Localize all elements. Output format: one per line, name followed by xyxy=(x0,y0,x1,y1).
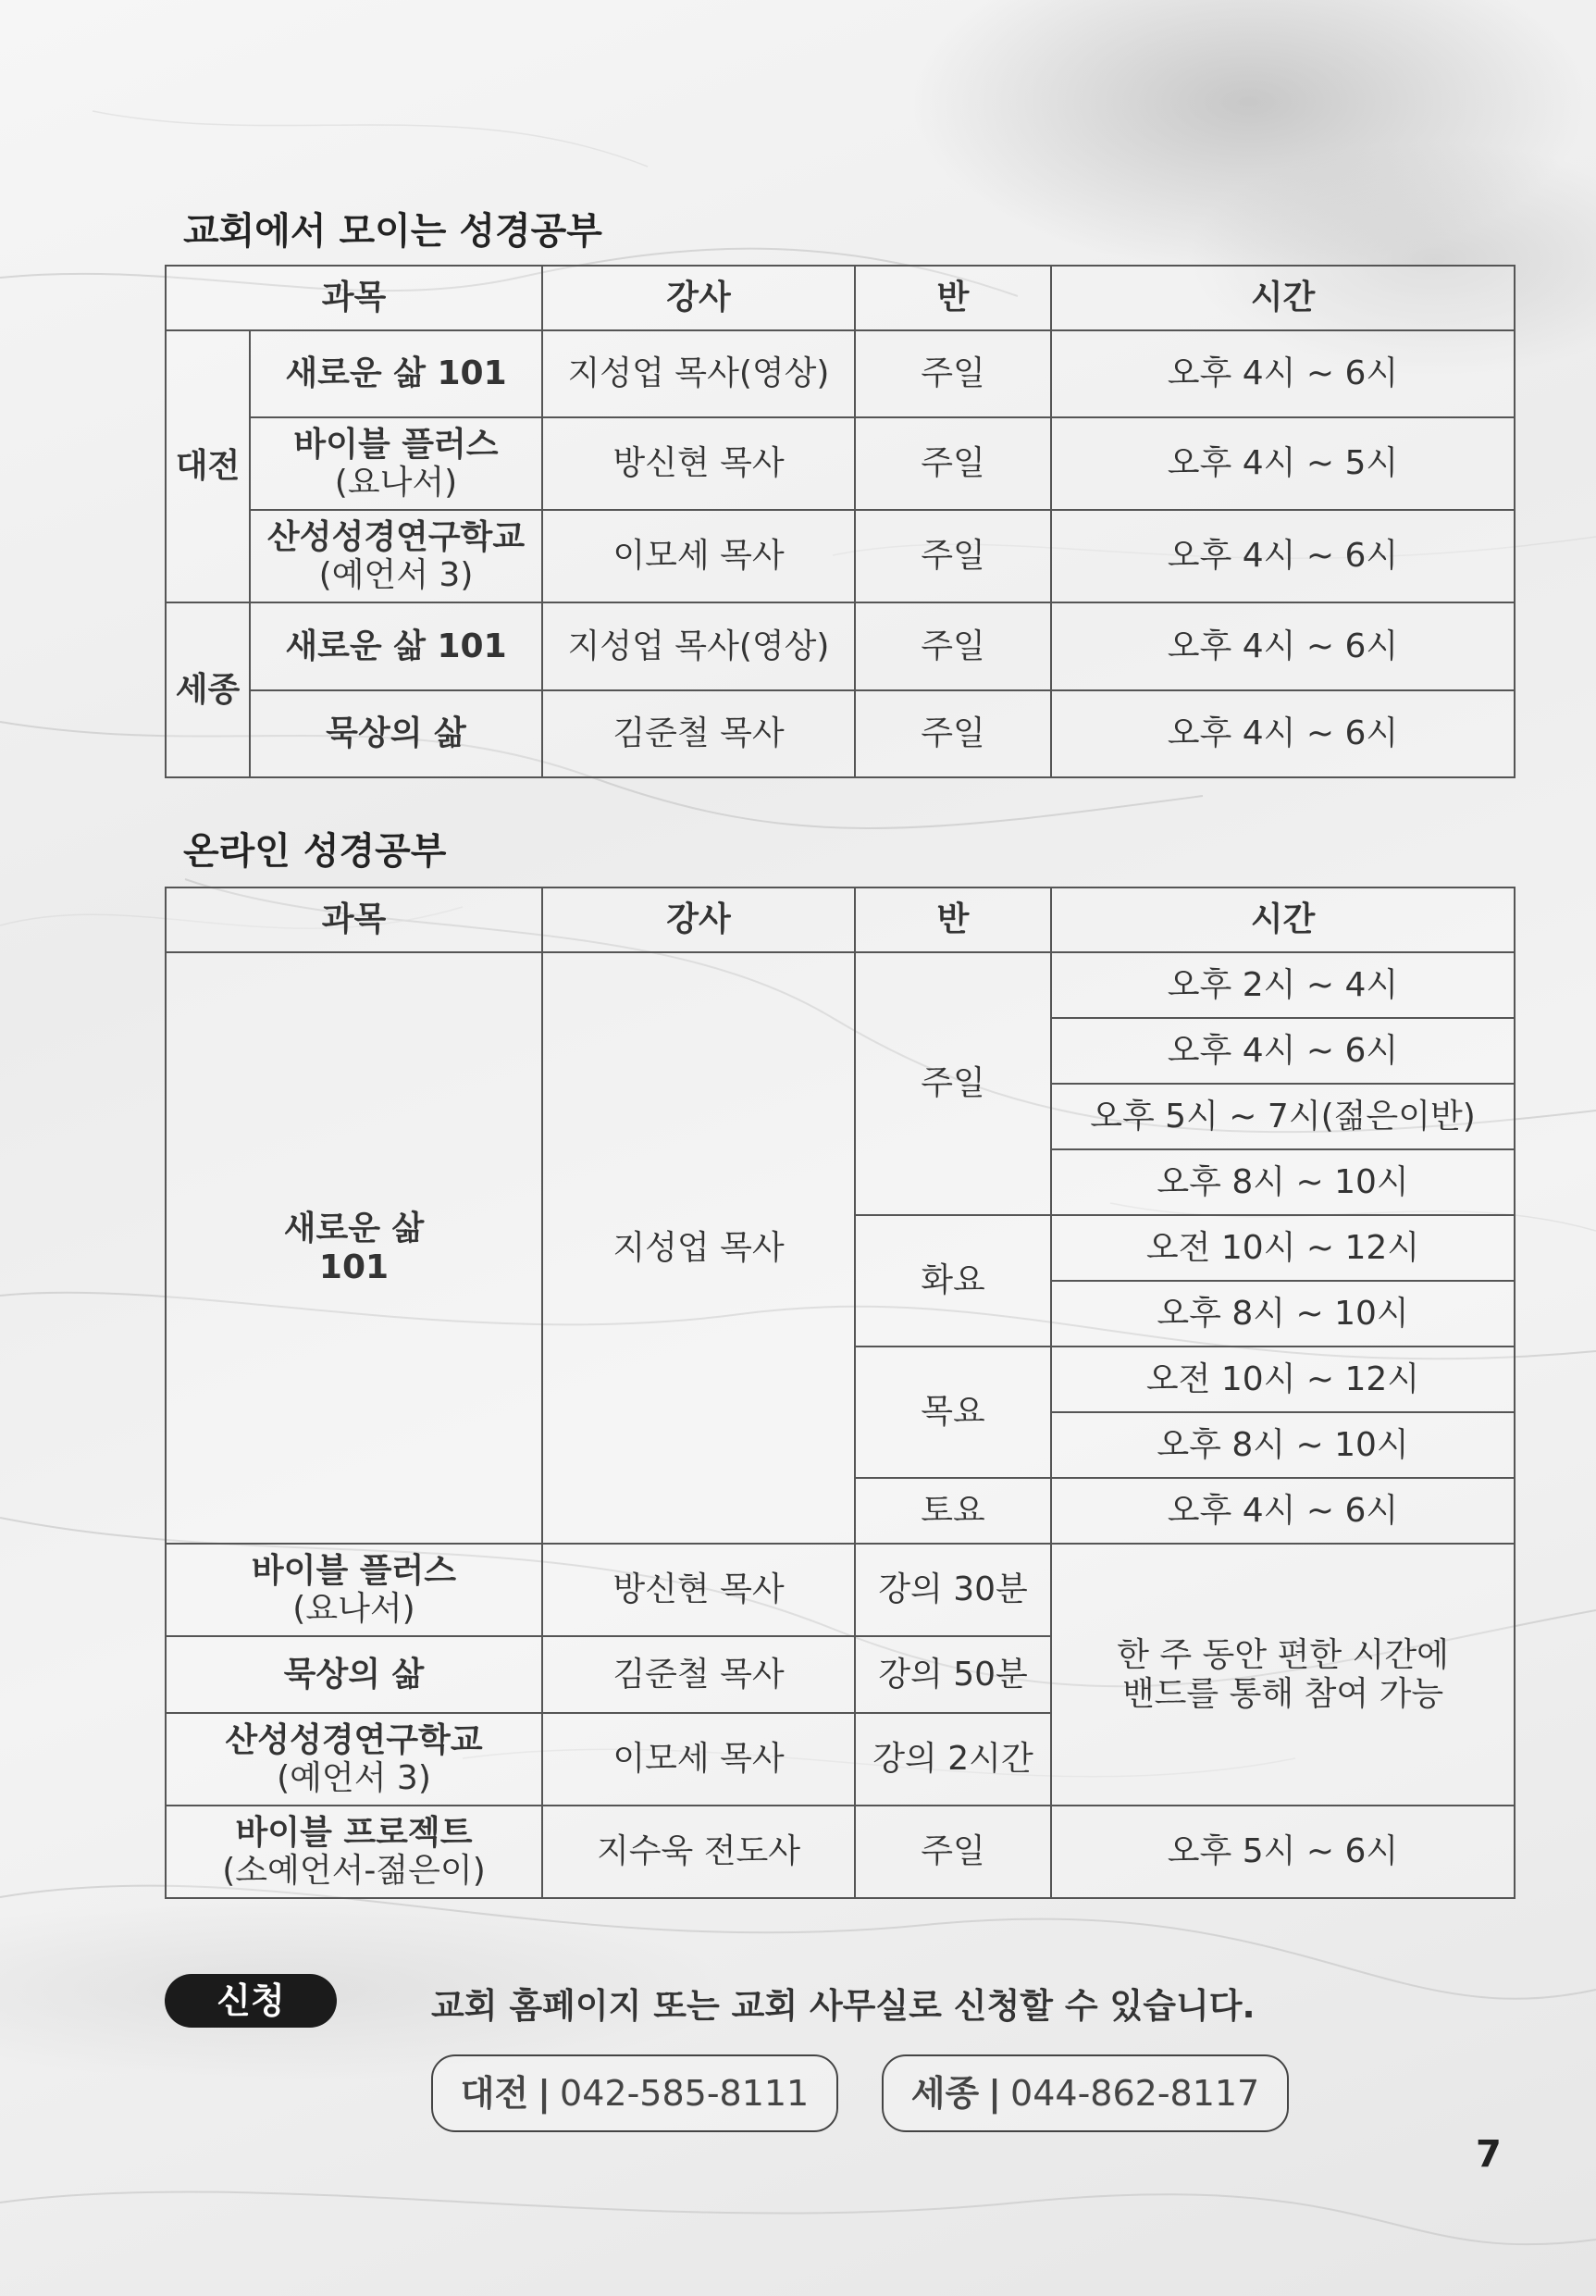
subject-subtitle: (요나서) xyxy=(334,464,458,502)
class-cell: 주일 xyxy=(855,417,1051,510)
apply-badge: 신청 xyxy=(165,1974,337,2028)
subject-cell xyxy=(250,417,542,510)
subject-cell xyxy=(250,602,542,690)
time-cell: 오후 4시 ~ 6시 xyxy=(1051,690,1515,777)
subject-cell xyxy=(166,1636,542,1713)
instructor-cell: 김준철 목사 xyxy=(542,690,855,777)
time-cell: 오후 4시 ~ 5시 xyxy=(1051,417,1515,510)
instructor-cell: 지수욱 전도사 xyxy=(542,1806,855,1898)
phone-separator: | xyxy=(988,2073,1002,2114)
subject-name: 바이블 플러스 xyxy=(293,425,499,464)
time-cell: 오후 4시 ~ 6시 xyxy=(1051,510,1515,602)
class-cell: 주일 xyxy=(855,1806,1051,1898)
subject-name: 새로운 삶 101 xyxy=(285,627,507,665)
phone-separator: | xyxy=(538,2073,551,2114)
table-row xyxy=(166,417,1515,510)
phone-number: 042-585-8111 xyxy=(560,2073,810,2114)
instructor-cell: 이모세 목사 xyxy=(542,1713,855,1806)
phone-daejeon[interactable] xyxy=(431,2054,838,2132)
class-cell: 목요 xyxy=(855,1347,1051,1478)
subject-name: 묵상의 삶 xyxy=(326,714,466,753)
subject-subtitle: (소예언서-젊은이) xyxy=(222,1852,486,1890)
header-class: 반 xyxy=(855,887,1051,952)
header-subject: 과목 xyxy=(166,887,542,952)
time-cell: 오후 4시 ~ 6시 xyxy=(1051,1018,1515,1084)
note-line: 밴드를 통해 참여 가능 xyxy=(1121,1674,1444,1713)
subject-subtitle: (요나서) xyxy=(292,1590,415,1628)
class-cell: 주일 xyxy=(855,952,1051,1215)
class-cell: 강의 2시간 xyxy=(855,1713,1051,1806)
table-row xyxy=(166,1806,1515,1898)
phone-region: 대전 xyxy=(460,2073,529,2114)
subject-subtitle: (예언서 3) xyxy=(318,556,474,594)
note-line: 한 주 동안 편한 시간에 xyxy=(1117,1636,1449,1675)
subject-cell xyxy=(166,1806,542,1898)
header-class: 반 xyxy=(855,266,1051,330)
table-row xyxy=(166,330,1515,417)
phone-sejong[interactable] xyxy=(882,2054,1289,2132)
region-label: 세종 xyxy=(166,602,250,777)
phone-number: 044-862-8117 xyxy=(1010,2073,1260,2114)
header-time: 시간 xyxy=(1051,887,1515,952)
class-cell: 강의 50분 xyxy=(855,1636,1051,1713)
class-cell: 주일 xyxy=(855,510,1051,602)
subject-number: 101 xyxy=(318,1247,390,1286)
header-instructor: 강사 xyxy=(542,266,855,330)
region-label: 대전 xyxy=(166,330,250,602)
time-cell: 오후 8시 ~ 10시 xyxy=(1051,1412,1515,1478)
table-row xyxy=(166,952,1515,1018)
instructor-cell: 방신현 목사 xyxy=(542,417,855,510)
time-cell: 오후 5시 ~ 6시 xyxy=(1051,1806,1515,1898)
instructor-cell: 방신현 목사 xyxy=(542,1544,855,1636)
time-cell: 오후 8시 ~ 10시 xyxy=(1051,1149,1515,1215)
section-title-online: 온라인 성경공부 xyxy=(183,830,447,873)
table-header-row xyxy=(166,887,1515,952)
instructor-cell: 지성업 목사 xyxy=(542,952,855,1544)
subject-subtitle: (예언서 3) xyxy=(277,1759,431,1797)
instructor-cell: 김준철 목사 xyxy=(542,1636,855,1713)
time-cell: 오후 4시 ~ 6시 xyxy=(1051,1478,1515,1544)
class-cell: 주일 xyxy=(855,602,1051,690)
subject-cell xyxy=(250,330,542,417)
class-cell: 주일 xyxy=(855,690,1051,777)
instructor-cell: 이모세 목사 xyxy=(542,510,855,602)
class-cell: 주일 xyxy=(855,330,1051,417)
apply-instructions: 교회 홈페이지 또는 교회 사무실로 신청할 수 있습니다. xyxy=(431,1986,1256,2026)
header-subject: 과목 xyxy=(166,266,542,330)
subject-name: 새로운 삶 101 xyxy=(285,354,507,393)
time-cell: 오전 10시 ~ 12시 xyxy=(1051,1215,1515,1281)
subject-cell xyxy=(250,510,542,602)
online-study-table xyxy=(165,887,1516,1899)
class-cell: 토요 xyxy=(855,1478,1051,1544)
time-cell: 오후 4시 ~ 6시 xyxy=(1051,330,1515,417)
class-cell: 강의 30분 xyxy=(855,1544,1051,1636)
table-header-row xyxy=(166,266,1515,330)
time-cell: 오후 5시 ~ 7시(젊은이반) xyxy=(1051,1084,1515,1149)
participation-note xyxy=(1051,1544,1515,1806)
instructor-cell: 지성업 목사(영상) xyxy=(542,330,855,417)
phone-region: 세종 xyxy=(910,2073,980,2114)
church-study-table xyxy=(165,265,1516,778)
subject-cell xyxy=(250,690,542,777)
table-row xyxy=(166,510,1515,602)
table-row xyxy=(166,1544,1515,1636)
table-row xyxy=(166,690,1515,777)
subject-name: 산성성경연구학교 xyxy=(225,1720,483,1759)
table-row xyxy=(166,602,1515,690)
instructor-cell: 지성업 목사(영상) xyxy=(542,602,855,690)
header-time: 시간 xyxy=(1051,266,1515,330)
time-cell: 오후 8시 ~ 10시 xyxy=(1051,1281,1515,1347)
subject-cell xyxy=(166,1713,542,1806)
subject-name: 묵상의 삶 xyxy=(283,1655,425,1694)
subject-cell xyxy=(166,1544,542,1636)
section-title-church: 교회에서 모이는 성경공부 xyxy=(183,210,602,253)
header-instructor: 강사 xyxy=(542,887,855,952)
page-number: 7 xyxy=(1476,2133,1502,2176)
time-cell: 오후 2시 ~ 4시 xyxy=(1051,952,1515,1018)
subject-name: 산성성경연구학교 xyxy=(266,517,526,556)
subject-name: 바이블 플러스 xyxy=(251,1551,457,1590)
subject-cell xyxy=(166,952,542,1544)
class-cell: 화요 xyxy=(855,1215,1051,1347)
time-cell: 오후 4시 ~ 6시 xyxy=(1051,602,1515,690)
subject-name: 새로운 삶 xyxy=(283,1210,425,1248)
time-cell: 오전 10시 ~ 12시 xyxy=(1051,1347,1515,1412)
subject-name: 바이블 프로젝트 xyxy=(235,1813,473,1852)
